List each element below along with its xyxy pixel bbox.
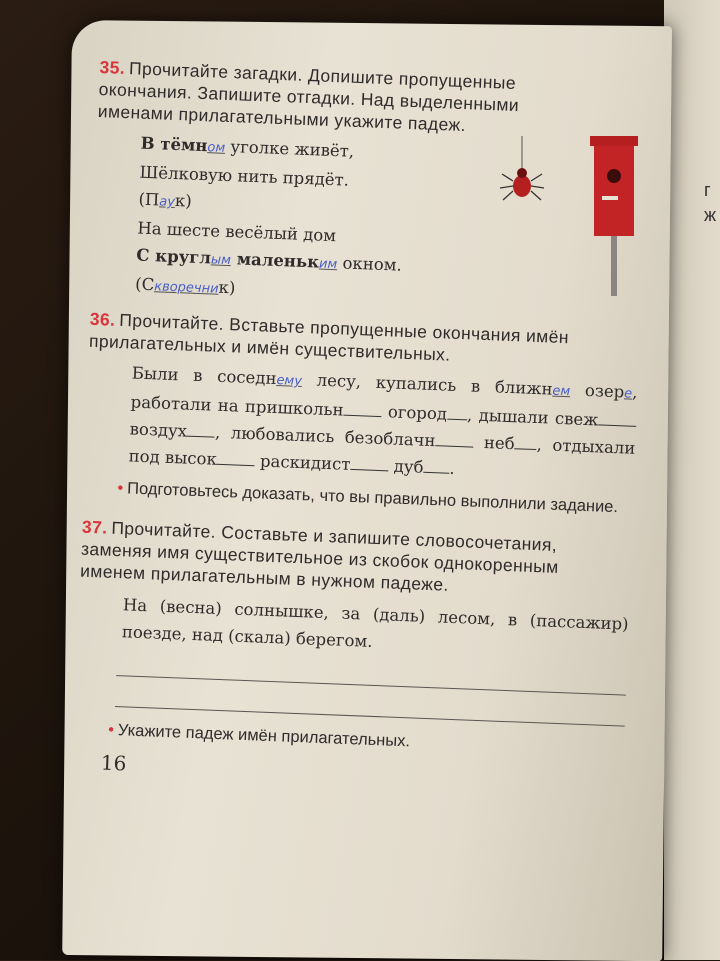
handwritten-ending: е	[623, 386, 633, 402]
task-number: 36.	[89, 308, 116, 330]
riddle-line: На шесте весёлый дом	[137, 218, 337, 246]
text: неб	[473, 432, 516, 454]
handwritten-ending: ом	[207, 140, 226, 156]
blank	[423, 458, 450, 474]
text: , любовались безоблачн	[214, 422, 436, 451]
blank	[217, 450, 256, 466]
bold-word: В тёмн	[140, 133, 208, 156]
birdhouse-icon	[590, 136, 638, 296]
note-text: Подготовьтесь доказать, что вы правильно выполнили задание.	[126, 479, 619, 517]
illustration	[500, 136, 650, 296]
answer-text: (С	[134, 274, 155, 295]
text: дуб	[388, 456, 424, 477]
task-36-text	[128, 359, 638, 488]
blank	[350, 455, 389, 471]
next-page-letter: г	[704, 180, 711, 200]
riddle-text: уголке живёт,	[224, 136, 355, 161]
task-37-instruction	[80, 516, 626, 603]
blank	[514, 434, 537, 450]
blank	[435, 431, 474, 447]
text: , дышали свеж	[466, 405, 599, 430]
blank	[187, 422, 216, 438]
riddle-text: окном.	[336, 253, 403, 275]
task-36	[83, 308, 650, 519]
text: воздух	[129, 419, 188, 441]
text: Были в соседн	[131, 363, 277, 389]
note-text: Укажите падеж имён прилагательных.	[117, 721, 411, 751]
text: , работали на пришкольн	[130, 382, 638, 420]
text: .	[449, 458, 456, 478]
bullet-icon: •	[107, 720, 115, 740]
bold-word: маленьк	[230, 249, 320, 272]
text: лесу, купались в ближн	[301, 370, 553, 399]
next-page-letter: ж	[704, 205, 717, 225]
handwritten-ending: ым	[210, 252, 232, 269]
bullet-icon: •	[117, 478, 124, 498]
text: озер	[569, 380, 625, 402]
page-number: 16	[100, 750, 127, 776]
instruction-text: Прочитайте. Составьте и запишите словосочетания, заменяя имя существительное из скобок однокоренным именем прилагательным в нужном падеже.	[79, 517, 560, 595]
handwritten-ending: ем	[552, 383, 571, 400]
task-number: 37.	[81, 516, 108, 538]
answer-text: к)	[174, 190, 193, 211]
handwritten-ending: ему	[276, 373, 303, 389]
instruction-text: Прочитайте. Вставьте пропущенные окончания имён прилагательных и имён существительных.	[88, 309, 570, 365]
riddles	[91, 128, 427, 311]
blank	[343, 401, 382, 417]
spider-icon	[500, 136, 544, 200]
answer-text: (П	[138, 189, 160, 210]
blank	[598, 410, 637, 426]
handwritten-ending: им	[318, 256, 338, 273]
handwritten-answer: ау	[158, 194, 176, 210]
text: , отдыхали под высок	[128, 435, 636, 469]
blank	[447, 405, 468, 421]
instruction-text: Прочитайте загадки. Допишите пропущенные окончания. Запишите отгадки. Над выделенными именами прилагательными укажите падеж.	[97, 58, 520, 136]
text: раскидист	[254, 451, 351, 474]
next-page-edge	[664, 0, 720, 960]
riddle-line: Шёлковую нить прядёт.	[139, 162, 350, 190]
text: огород	[381, 402, 448, 424]
answer-text: к)	[218, 277, 236, 298]
task-37	[74, 516, 642, 761]
handwritten-answer: кворечни	[153, 279, 219, 297]
task-number: 35.	[99, 56, 126, 78]
bold-word: С кругл	[136, 245, 212, 268]
task-37-text: На (весна) солнышке, за (даль) лесом, в (пассажир) поезде, над (скала) берегом.	[121, 595, 629, 651]
spider-birdhouse-illustration	[500, 136, 650, 296]
